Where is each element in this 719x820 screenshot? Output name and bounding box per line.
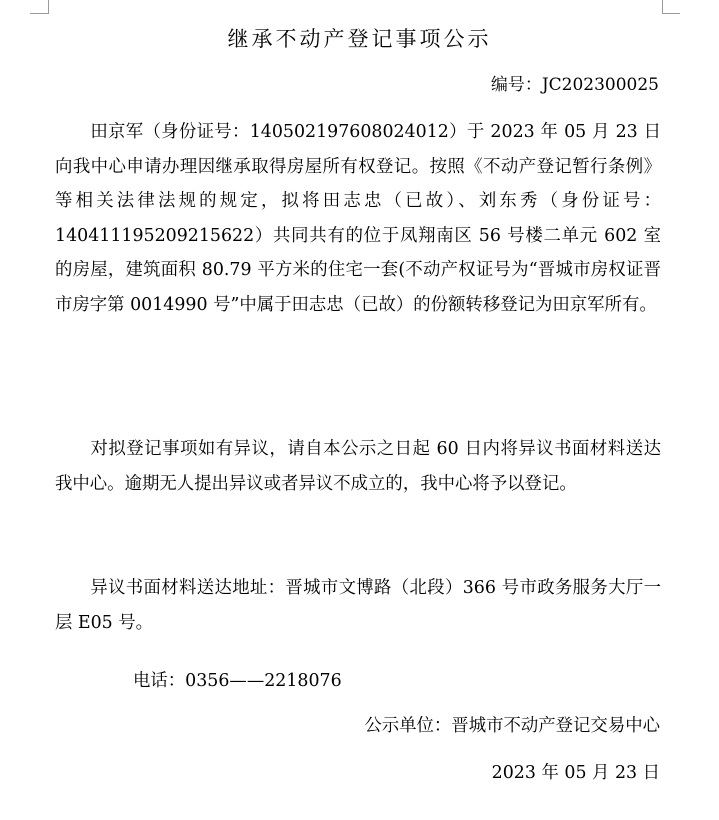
document-number: 编号：JC202300025 bbox=[490, 75, 659, 95]
paragraph-text: 田京军（身份证号：140502197608024012）于 2023 年 05 月 23 日向我中心申请办理因继承取得房屋所有权登记。按照《不动产登记暂行条例》等相关法律法规的规定，拟将田志忠（已故）、刘东秀（身份证号：140411195209215622）共同共有的位于凤翔南区 56 号楼二单元 602 室的房屋，建筑面积 80.79 平方米的住宅一套(不动产权证号为“晋城市房权证晋市房字第 0014990 号”中属于田志忠（已故）的份额转移登记为田京军所有。 bbox=[55, 122, 661, 315]
issuing-unit: 公示单位：晋城市不动产登记交易中心 bbox=[364, 716, 660, 736]
paragraph-objection bbox=[55, 432, 661, 501]
crop-mark-top-left bbox=[30, 13, 48, 14]
contact-phone: 电话：0356——2218076 bbox=[133, 671, 342, 691]
paragraph-text: 对拟登记事项如有异议，请自本公示之日起 60 日内将异议书面材料送达我中心。逾期无人提出异议或者异议不成立的，我中心将予以登记。 bbox=[55, 439, 661, 494]
paragraph-application bbox=[55, 115, 661, 323]
issue-date: 2023 年 05 月 23 日 bbox=[491, 763, 660, 783]
document-title: 继承不动产登记事项公示 bbox=[227, 27, 492, 51]
paragraph-address bbox=[55, 571, 661, 640]
crop-mark-top-left bbox=[48, 0, 49, 14]
crop-mark-top-right bbox=[662, 0, 663, 14]
crop-mark-top-right bbox=[662, 13, 680, 14]
paragraph-text: 异议书面材料送达地址：晋城市文博路（北段）366 号市政务服务大厅一层 E05 号。 bbox=[55, 578, 661, 633]
